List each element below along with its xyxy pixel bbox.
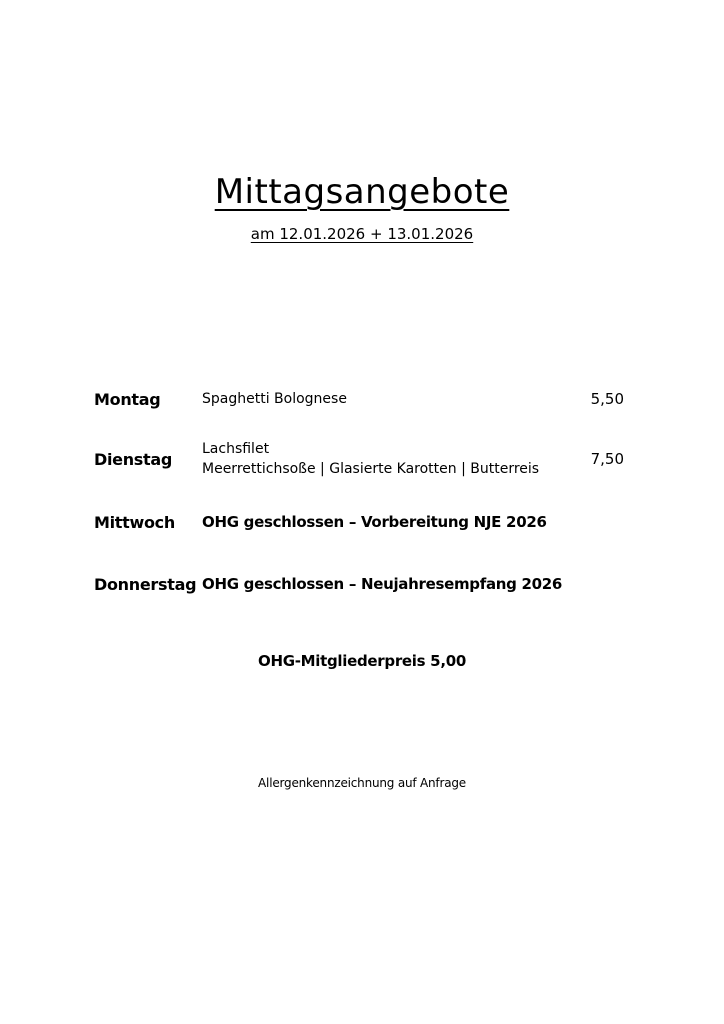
- day-label: Donnerstag: [94, 574, 197, 594]
- dish-price: 7,50: [590, 450, 624, 468]
- day-label: Montag: [94, 389, 161, 409]
- dish-name: Lachsfilet: [202, 441, 270, 457]
- dish-description: [202, 439, 584, 479]
- day-label: Dienstag: [94, 449, 173, 469]
- member-price: OHG-Mitgliederpreis 5,00: [258, 652, 466, 670]
- menu-row-montag: [94, 388, 624, 410]
- dish-price: 5,50: [590, 390, 624, 408]
- menu-row-donnerstag: [94, 573, 624, 595]
- allergen-note: Allergenkennzeichnung auf Anfrage: [258, 776, 466, 790]
- page-title: Mittagsangebote: [214, 172, 510, 212]
- dish-sides: Meerrettichsoße | Glasierte Karotten | Butterreis: [202, 461, 540, 477]
- date-range: am 12.01.2026 + 13.01.2026: [250, 225, 474, 243]
- day-label: Mittwoch: [94, 512, 175, 532]
- dish-name: Spaghetti Bolognese: [202, 391, 347, 407]
- closure-notice: OHG geschlossen – Neujahresempfang 2026: [202, 575, 563, 593]
- menu-row-mittwoch: [94, 511, 624, 533]
- closure-notice: OHG geschlossen – Vorbereitung NJE 2026: [202, 513, 547, 531]
- menu-row-dienstag: [94, 436, 624, 482]
